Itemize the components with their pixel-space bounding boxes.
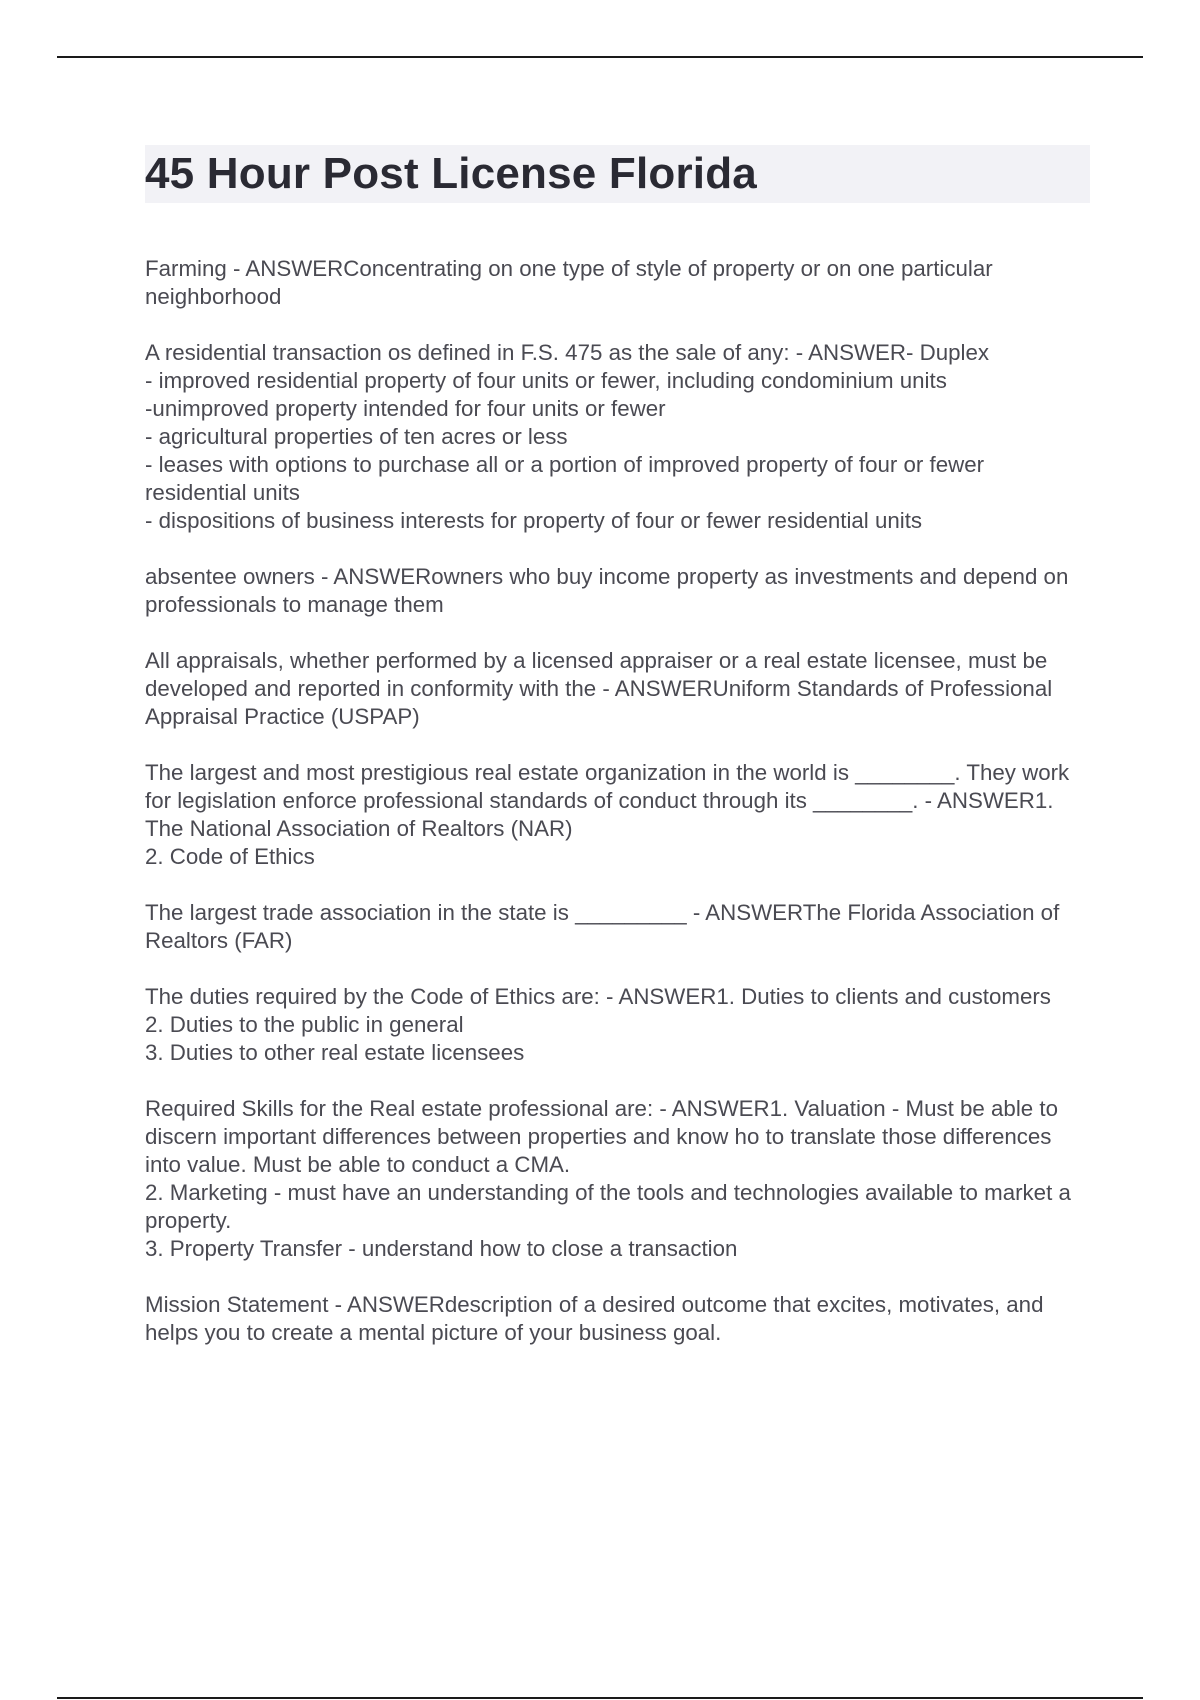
qa-entry-residential-transaction: A residential transaction os defined in F.S. 475 as the sale of any: - ANSWER- Duplex - improved residential property of four units or fewer, including condominium units -unimproved property intended for four units or fewer - agricultural properties of ten acres or less - leases with options to purchase all or a portion of improved property of four or fewer residential units - dispositions of business interests for property of four or fewer residential units <box>145 340 990 533</box>
document-title: 45 Hour Post License Florida <box>145 149 757 198</box>
qa-entry-largest-trade-association: The largest trade association in the state is _________ - ANSWERThe Florida Association of Realtors (FAR) <box>145 900 1060 953</box>
qa-entry-required-skills: Required Skills for the Real estate professional are: - ANSWER1. Valuation - Must be able to discern important differences between properties and know ho to translate those differences into value. Must be able to conduct a CMA. 2. Marketing - must have an understanding of the tools and technologies available to market a property. 3. Property Transfer - understand how to close a transaction <box>145 1096 1071 1261</box>
qa-entry-code-of-ethics-duties: The duties required by the Code of Ethics are: - ANSWER1. Duties to clients and customers 2. Duties to the public in general 3. Duties to other real estate licensees <box>145 984 1051 1065</box>
qa-entry-farming: Farming - ANSWERConcentrating on one type of style of property or on one particular neighborhood <box>145 256 993 309</box>
qa-entry-absentee-owners: absentee owners - ANSWERowners who buy income property as investments and depend on professionals to manage them <box>145 564 1069 617</box>
qa-entry-largest-organization: The largest and most prestigious real estate organization in the world is ________. They work for legislation enforce professional standards of conduct through its ________. - ANSWER1. The National Association of Realtors (NAR) 2. Code of Ethics <box>145 760 1070 869</box>
bottom-rule <box>57 1697 1143 1699</box>
title-band <box>145 145 1090 203</box>
document-body <box>145 145 1090 1375</box>
qa-entry-appraisals: All appraisals, whether performed by a licensed appraiser or a real estate licensee, must be developed and reported in conformity with the - ANSWERUniform Standards of Professional Appraisal Practice (USPAP) <box>145 648 1053 729</box>
top-rule <box>57 56 1143 58</box>
qa-entry-mission-statement: Mission Statement - ANSWERdescription of a desired outcome that excites, motivates, and helps you to create a mental picture of your business goal. <box>145 1292 1044 1345</box>
